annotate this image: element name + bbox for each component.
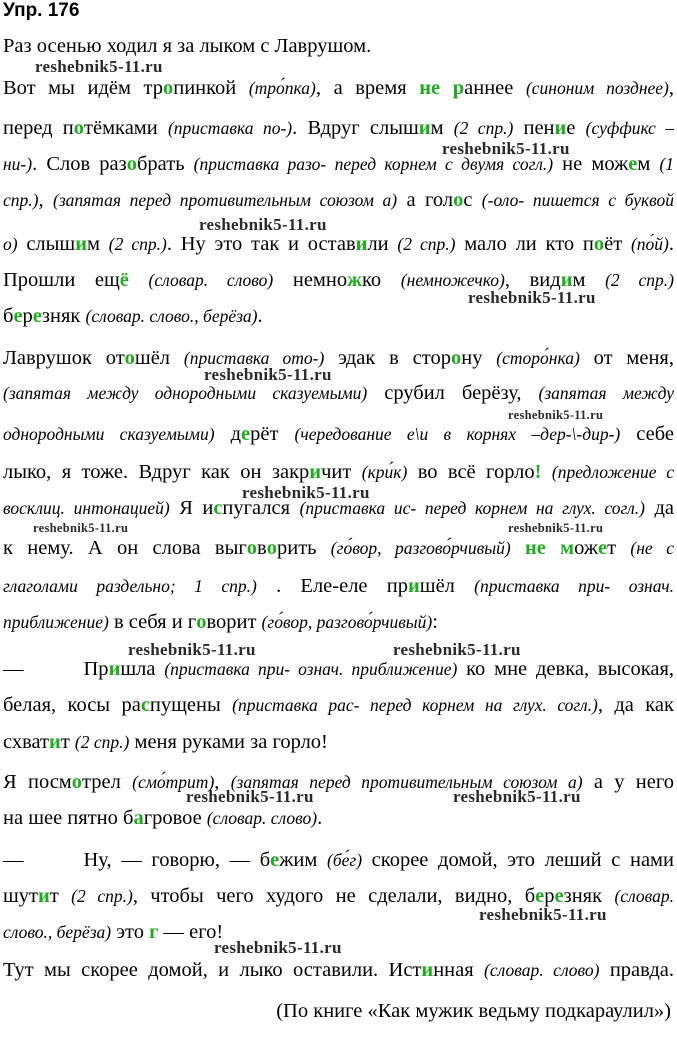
text-line: лыко, я тоже. Вдруг как он закричит (кри́к) во всё горло! (предложение с (3, 461, 674, 483)
text-line: Вот мы идём тропинкой (тро́пка), а время не раннее (синоним позднее), (3, 77, 675, 99)
exercise-title: Упр. 176 (3, 0, 80, 21)
watermark: reshebnik5-11.ru (468, 288, 596, 307)
watermark: reshebnik5-11.ru (453, 787, 581, 806)
watermark: reshebnik5-11.ru (442, 139, 570, 158)
watermark: reshebnik5-11.ru (508, 408, 604, 422)
watermark: reshebnik5-11.ru (242, 483, 370, 502)
watermark: reshebnik5-11.ru (508, 521, 604, 535)
text-line: — Пришла (приставка при- означ. приближение) ко мне девка, высокая, (3, 658, 674, 680)
text-line: слово., берёза) это г — его! (3, 921, 224, 943)
watermark: reshebnik5-11.ru (186, 787, 314, 806)
text-line: — Ну, — говорю, — бежим (бе́г) скорее домой, это леший с нами (3, 849, 674, 871)
watermark: reshebnik5-11.ru (204, 365, 332, 384)
watermark: reshebnik5-11.ru (35, 57, 163, 76)
text-line: Раз осенью ходил я за лыком с Лаврушом. (3, 35, 372, 57)
text-line: Я посмотрел (смо́трит), (запятая перед противительным союзом а) а у него (3, 771, 675, 793)
text-line: спр.), (запятая перед противительным союзом а) а голос (-оло- пишется с буквой (3, 189, 675, 211)
watermark: reshebnik5-11.ru (199, 215, 327, 234)
text-line: Тут мы скорее домой, и лыко оставили. Истинная (словар. слово) правда. (3, 959, 674, 981)
watermark: reshebnik5-11.ru (214, 938, 342, 957)
watermark: reshebnik5-11.ru (479, 905, 607, 924)
text-line: глаголами раздельно; 1 спр.) . Еле-еле пришёл (приставка при- означ. (3, 575, 674, 597)
text-line: ни-). Слов разобрать (приставка разо- перед корнем с двумя согл.) не можем (1 (3, 153, 675, 175)
watermark: reshebnik5-11.ru (128, 640, 256, 659)
text-line: Лаврушок отошёл (приставка ото-) эдак в сторону (сторо́нка) от меня, (3, 347, 674, 369)
text-line: (запятая между однородными сказуемыми) срубил берёзу, (запятая между (3, 382, 674, 404)
text-line: белая, косы распущены (приставка рас- перед корнем на глух. согл.), да как (3, 694, 674, 716)
text-line: к нему. А он слова выговорить (го́вор, разгово́рчивый) не может (не с (3, 537, 675, 559)
watermark: reshebnik5-11.ru (393, 640, 521, 659)
text-line: березняк (словар. слово., берёза). (3, 305, 263, 327)
text-line: шутит (2 спр.), чтобы чего худого не сделали, видно, березняк (словар. (3, 885, 674, 907)
watermark: reshebnik5-11.ru (33, 521, 129, 535)
text-line: восклиц. интонацией) Я испугался (приставка ис- перед корнем на глух. согл.) да (3, 497, 674, 519)
text-line: приближение) в себя и говорит (го́вор, разгово́рчивый): (3, 611, 438, 633)
text-line: схватит (2 спр.) меня руками за горло! (3, 731, 328, 753)
text-line: перед потёмками (приставка по-). Вдруг слышим (2 спр.) пение (суффикс – (3, 117, 674, 139)
text-line: на шее пятно багровое (словар. слово). (3, 807, 323, 829)
text-line: о) слышим (2 спр.). Ну это так и оставили (2 спр.) мало ли кто поёт (по́й). (3, 233, 674, 255)
source-citation: (По книге «Как мужик ведьму подкараулил») (276, 1000, 671, 1022)
text-line: однородными сказуемыми) дерёт (чередование е\и в корнях –дер-\-дир-) себе (3, 423, 674, 445)
text-line: Прошли ещё (словар. слово) немножко (немножечко), видим (2 спр.) (3, 269, 675, 291)
